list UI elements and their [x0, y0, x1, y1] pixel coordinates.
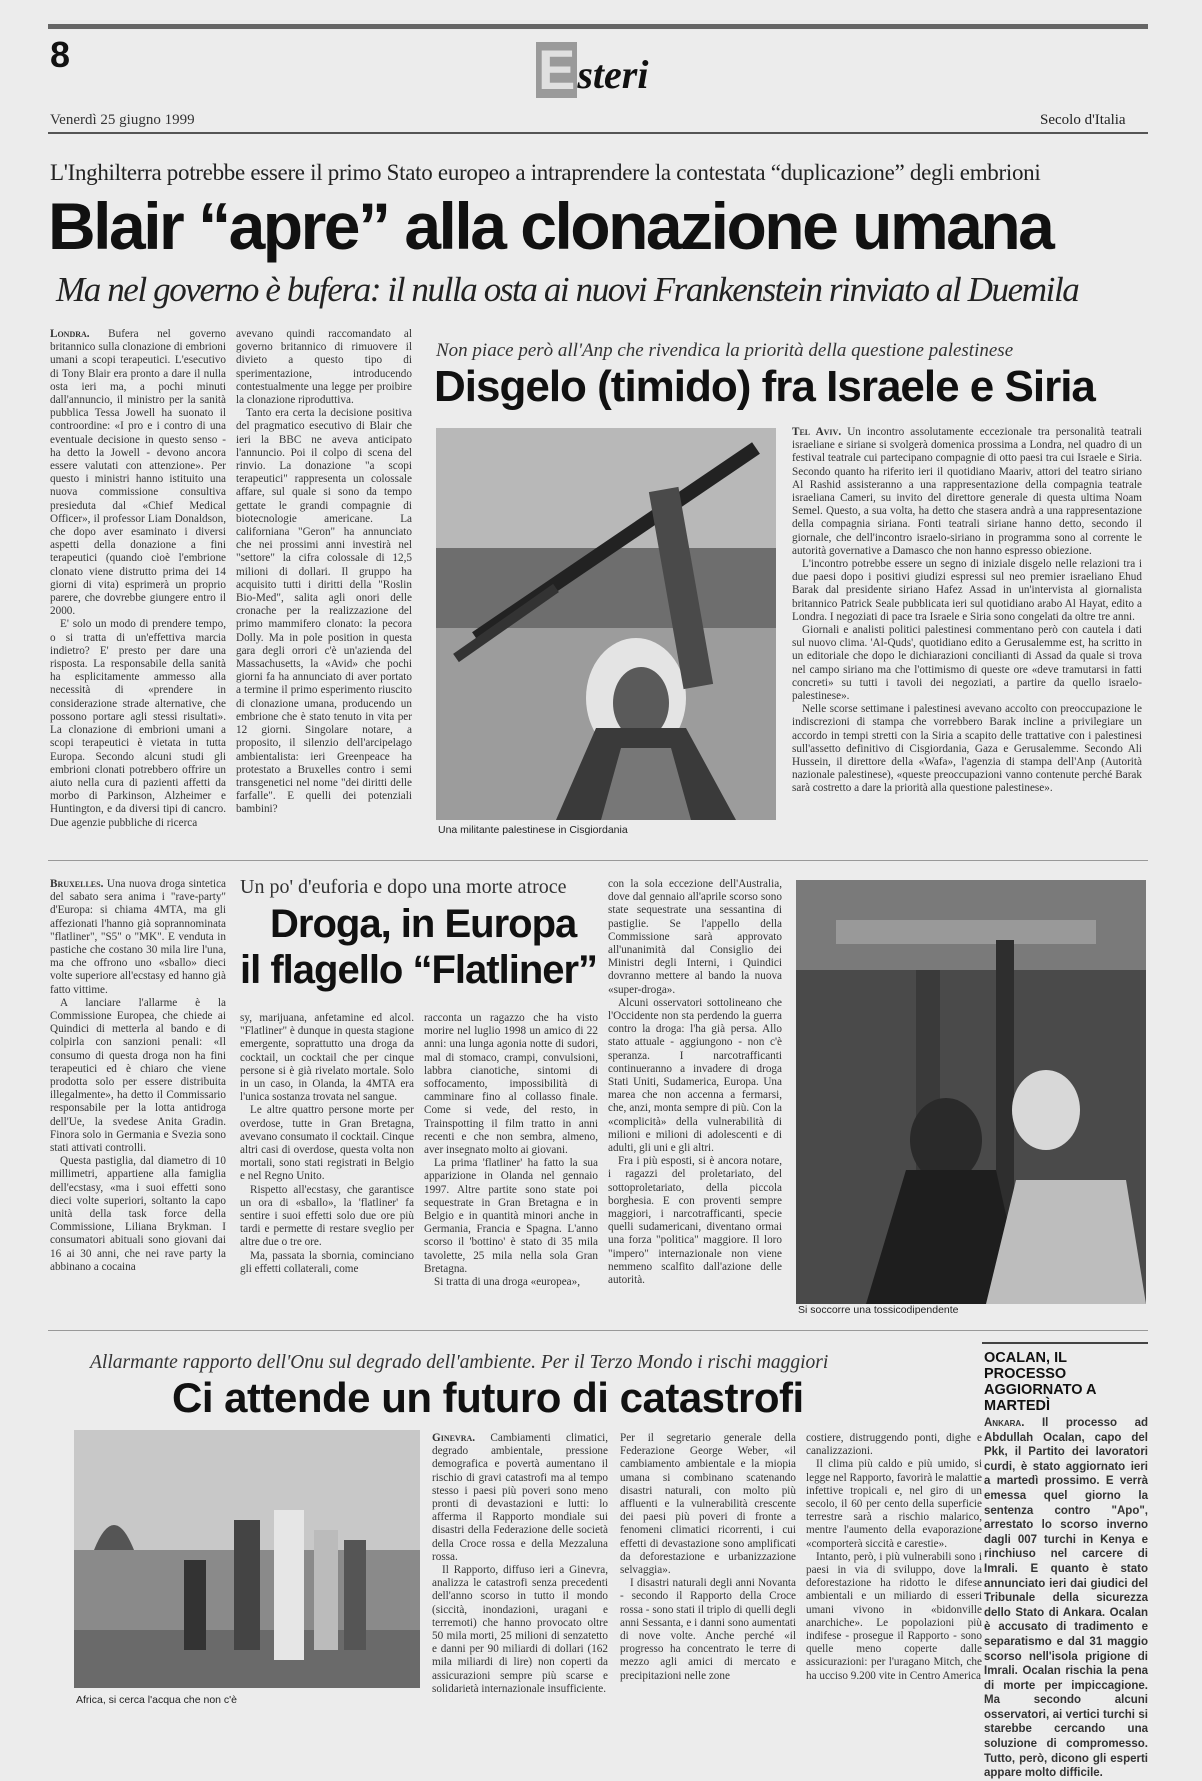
drugs-col1-text: Una nuova droga sintetica del sabato sera anima i "rave-party" d'Europa: si chiama 4MTA, ma gli affezionati l'hanno già soprannominata "flatliner", "S5" o "MK". E venduta in pastiche che costano 30 mila lire l'una, ma che offrono uno «sballo» dieci volte superiore all'ecstasy ed hanno già fatto vittime.	[50, 878, 226, 996]
drugs-col2c-text: Rispetto all'ecstasy, che garantisce un ora di «sballo», la 'flatliner' fa sentire i suoi effetti solo due ore più tardi e permette di restare sveglio per altre due o tre ore.	[240, 1183, 414, 1249]
drugs-col1b-text: A lanciare l'allarme è la Commissione Europea, che chiede ai Quindici di metterla al bando e di colpirla con sanzioni penali: «Il consumo di questa droga non ha fini terapeutici ed è chiaro che viene prodotta solo per essere distribuita illegalmente», ha detto il Commissario responsabile per la lotta antidroga dell'Ue, la svedese Anita Gradin. Finora solo in Germania e Svezia sono stati attivati controlli.	[50, 996, 226, 1155]
photo-illustration-3	[74, 1430, 420, 1688]
palestinian-militant-photo	[436, 428, 776, 820]
env-col3c-text: Intanto, però, i più vulnerabili sono i paesi in via di sviluppo, dove la deforestazione ha ridotto le difese ambientali e un miliardo di esseri umani vivono in «bidonville anarchiche». Le popolazioni più indifese - prosegue il Rapporto - sono quelle meno coperte dalle assicurazioni: per l'uragano Mitch, che ha ucciso 9.200 vite in Centro America	[806, 1550, 982, 1682]
drugs-col-1	[50, 878, 226, 1318]
env-col-3	[806, 1432, 982, 1732]
lead-col-2	[236, 328, 412, 878]
israel-body4-text: Nelle scorse settimane i palestinesi avevano accolto con preoccupazione le indiscrezioni di stampa che vorrebbero Barak incline a privilegiare un accordo in tempi stretti con la Siria a scapito delle trattative con i palestinesi sull'assetto definitivo di Cisgiordania, Gaza e Gerusalemme. Secondo Ali Hussein, il direttore della «Wafa», l'agenzia di stampa dell'Anp (Autorità nazionale palestinese), «queste preoccupazioni vanno contenute perché Barak sarà costretto a dare la priorità alla questione palestinese».	[792, 703, 1142, 795]
drugs-col1c-text: Questa pastiglia, dal diametro di 10 millimetri, appartiene alla famiglia dell'ecstasy, «ma i suoi effetti sono dieci volte superiori, soltanto la capo unità della task force della Commissione, Liliana Brykman. I consumatori abituali sono giovani dai 16 ai 30 anni, che nei rave party la abbinano a cocaina	[50, 1155, 226, 1273]
drugs-col4b-text: Alcuni osservatori sottolineano che l'Occidente non sta perdendo la guerra contro la droga: l'ha già persa. Allo stato attuale - aggiungono - non c'è speranza. I narcotrafficanti continueranno a invadere di droga Stati Uniti, Sudamerica, Europa. Una marea che non accenna a fermarsi, che, anzi, monta sempre di più. Con la «complicità» della vulnerabilità di milioni e milioni di adolescenti e di adulti, gli uni e gli altri.	[608, 996, 782, 1155]
env-col1b-text: Il Rapporto, diffuso ieri a Ginevra, analizza le catastrofi senza precedenti dell'anno scorso in tutto il mondo (siccità, inondazioni, uragani e terremoti) che hanno provocato oltre 50 mila morti, 25 milioni di senzatetto e danni per 90 miliardi di dollari (162 mila miliardi di lire) non coperti da assicurazioni sempre più scarse e solidarietà internazionale insufficiente.	[432, 1564, 608, 1695]
israel-body2-text: L'incontro potrebbe essere un segno di iniziale disgelo nelle relazioni tra i due paesi dopo i positivi giudizi espressi sul neo premier israeliano Ehud Barak dal presidente siriano Hafez Assad in un'intervista al giornalista britannico Patrick Seale pubblicata ieri sul quotidiano arabo Al Hayat, edito a Londra. I negoziati di pace tra Israele e Siria sono congelati da oltre tre anni.	[792, 558, 1142, 623]
env-photo-caption: Africa, si cerca l'acqua che non c'è	[76, 1694, 238, 1706]
lead-col2b-text: Tanto era certa la decisione positiva del pragmatico esecutivo di Blair che ieri la BBC ne aveva anticipato l'annuncio. Poi il colpo di scena del rinvio. La donazione "a scopi terapeutici" rappresenta un colossale affare, sul quale si sono da tempo gettate le grandi compagnie di biotecnologie americane. La californiana "Geron" ha annunciato che nei prossimi anni investirà nel "settore" la cifra colossale di 12,5 milioni di dollari. Il gruppo ha acquisito tutti i diritti della "Roslin Bio-Med", salita agli onori delle cronache per la realizzazione del primo mammifero clonato: la pecora Dolly. Ma in pole position in questa gara degli orrori c'è un'azienda del Massachusetts, la «Avid» che pochi giorni fa ha annunciato di aver portato a termine il primo esperimento riuscito di clonazione umana, producendo un embrione che è stato tenuto in vita per 12 giorni. Singolare notare, a proposito, il silenzio dell'arcipelago ambientalista: ieri Greenpeace ha protestato a Bruxelles contro i semi transgenetici nel nome "dei diritti delle farfalle". E quelli dei potenziali bambini?	[236, 407, 412, 816]
photo-illustration-2	[796, 880, 1146, 1304]
addict-rescue-photo	[796, 880, 1146, 1304]
israel-body	[792, 426, 1142, 846]
lead-col1b-text: E' solo un modo di prendere tempo, o si tratta di un'effettiva marcia indietro? E' presto per dare una risposta. La responsabile della sanità ha esplicitamente ammesso alla necessità di «prendere in considerazione strade alternative, che possono portare agli stessi risultati». La clonazione di embrioni umani a scopi terapeutici è vietata in tutta Europa. Secondo alcuni studi gli embrioni clonati potrebbero offrire un aiuto nella cura di pazienti affetti da morbo di Parkinson, Alzheimer e Huntington, e da diversi tipi di cancro. Due agenzie pubbliche di ricerca	[50, 618, 226, 829]
lower-rule	[48, 1330, 1148, 1331]
israel-body-text: Un incontro assolutamente eccezionale tra personalità teatrali israeliane e siriane si svolgerà domenica prossima a Londra, nel quadro di un festival teatrale cui partecipano compagnie di otto paesi tra cui Israele e Siria. Secondo quanto ha riferito ieri il quotidiano Maariv, attori del teatro siriano Al Rashid assisteranno a una rappresentazione della compagnia teatrale israeliana Cameri, su invito del direttore generale di questa ultima Noam Semel. Questo, a sua volta, ha detto che stasera andrà a una rappresentazione della compagnia siriana. Fonti teatrali siriane hanno detto, secondo il giornale, che dell'incontro israelo-siriano in programma sono al corrente le autorità governative a Damasco che non hanno espresso obiezione.	[792, 426, 1142, 557]
env-col1-text: Cambiamenti climatici, degrado ambientale, pressione demografica e povertà aumentano il rischio di gravi catastrofi ma al tempo stesso i paesi più poveri sono meno pronti di devastazioni e lutti: lo afferma il Rapporto mondiale sui disastri della Federazione delle società della Croce rossa e della Mezzaluna rossa.	[432, 1432, 608, 1563]
lead-headline: Blair “apre” alla clonazione umana	[48, 189, 1053, 263]
israel-body3-text: Giornali e analisti politici palestinesi commentano però con cautela i dati sul nuovo clima. 'Al-Quds', quotidiano edito a Gerusalemme est, ha scritto in un editoriale che dopo le dichiarazioni concilianti di Assad da quale si trova nel campo siriano ma che l'ottimismo di queste ore «deve tramutarsi in fatti concreti» su tutti i tavoli dei negoziati, a partire da quello israelo-palestinese».	[792, 624, 1142, 703]
date-line: Venerdì 25 giugno 1999	[50, 112, 195, 128]
lead-col-1	[50, 328, 226, 878]
page-number: 8	[50, 34, 71, 75]
env-col3b-text: Il clima più caldo e più umido, si legge nel Rapporto, favorirà le malattie infettive tropicali e, nel giro di un secolo, il 60 per cento della superficie terrestre sarà a rischio malarico, mentre l'aumento della evaporazione «comporterà siccità e carestie».	[806, 1458, 982, 1550]
lead-col2-text: avevano quindi raccomandato al governo britannico di rimuovere il divieto a questo tipo di sperimentazione, introducendo contestualmente una legge per proibire la clonazione riproduttiva.	[236, 328, 412, 407]
drugs-col-3	[424, 1012, 598, 1318]
lead-dateline: Londra.	[50, 328, 90, 340]
israel-dateline: Tel Aviv.	[792, 426, 842, 438]
env-col2b-text: I disastri naturali degli anni Novanta - secondo il Rapporto della Croce rossa - sono stati il triplo di quelli degli anni Sessanta, e i danni sono aumentati di nove volte. Anche perché «il progresso ha concentrato le terre di mezzo agli amici di mercato e precipitazioni nelle zone	[620, 1577, 796, 1682]
drugs-col4c-text: Fra i più esposti, si è ancora notare, i ragazzi del proletariato, del sottoproletariato, della piccola borghesia. E con proventi sempre maggiori, i narcotrafficanti, specie quelli sudamericani, diventano ormai una forza "politica" maggiore. Il loro "impero" internazionale non viene nemmeno scalfito dall'azione delle autorità.	[608, 1155, 782, 1287]
env-col3-text: costiere, distruggendo ponti, dighe e canalizzazioni.	[806, 1432, 982, 1458]
ocalan-top-rule	[982, 1342, 1148, 1344]
drugs-headline-2: il flagello “Flatliner”	[240, 948, 598, 992]
israel-photo-caption: Una militante palestinese in Cisgiordania	[438, 824, 628, 836]
israel-headline: Disgelo (timido) fra Israele e Siria	[434, 362, 1095, 411]
drugs-col-4	[608, 878, 782, 1318]
env-col-1	[432, 1432, 608, 1732]
env-col2-text: Per il segretario generale della Federazione George Weber, «il cambiamento ambientale e la miopia umana si combinano scatenando disastri naturali, con molto più affluenti e la vulnerabilità crescente dei paesi più poveri di fronte a fenomeni climatici ricorrenti, i cui effetti di devastazione sono amplificati da deforestazione e urbanizzazione selvaggia».	[620, 1432, 796, 1577]
lead-subhead: Ma nel governo è bufera: il nulla osta ai nuovi Frankenstein rinviato al Duemila	[56, 270, 1079, 309]
drugs-col3b-text: La prima 'flatliner' ha fatto la sua apparizione in Olanda nel gennaio 1997. Altre partite sono state poi sequestrate in Gran Bretagna e in Belgio e in quantità minori anche in Germania, Francia e Spagna. L'anno scorso il 'bottino' è stato di 35 mila tavolette, 25 mila nella sola Gran Bretagna.	[424, 1157, 598, 1275]
photo-illustration	[436, 428, 776, 820]
masthead-rule	[48, 132, 1148, 134]
ocalan-body-text: Il processo ad Abdullah Ocalan, capo del Pkk, il Partito dei lavoratori curdi, è stato aggiornato ieri a martedì prossimo. E verrà emessa quel giorno la sentenza contro "Apo", arrestato lo scorso inverno dagli 007 turchi in Kenya e rinchiuso nel carcere di Imrali. E quanto è stato annunciato ieri dai giudici del Tribunale della sicurezza dello Stato di Ankara. Ocalan è accusato di tradimento e separatismo e dal 31 maggio scorso nell'isola prigione di Imrali. Ocalan rischia la pena di morte per impiccagione. Ma secondo alcuni osservatori, ai vertici turchi si starebbe cercando una soluzione di compromesso. Tutto, però, dicono gli esperti appare molto difficile.	[984, 1417, 1148, 1780]
env-kicker: Allarmante rapporto dell'Onu sul degrado dell'ambiente. Per il Terzo Mondo i rischi maggiori	[90, 1352, 829, 1373]
env-col-2	[620, 1432, 796, 1732]
drugs-col2b-text: Le altre quattro persone morte per overdose, tutte in Gran Bretagna, avevano consumato il cocktail. Cinque altri casi di overdose, questa volta non mortali, sono stati registrati in Belgio e nel Regno Unito.	[240, 1104, 414, 1183]
env-dateline: Ginevra.	[432, 1432, 476, 1444]
section-rest: steri	[577, 52, 649, 97]
ocalan-headline: OCALAN, IL PROCESSO AGGIORNATO A MARTEDÌ	[984, 1350, 1096, 1414]
section-logo	[536, 38, 649, 102]
israel-kicker: Non piace però all'Anp che rivendica la priorità della questione palestinese	[436, 340, 1014, 361]
drugs-col4-text: con la sola eccezione dell'Australia, dove dal gennaio all'aprile scorso sono state sequestrate una sessantina di pastiglie. Se l'appello della Commissione sarà approvato all'unanimità dal Consiglio dei Ministri degli Interni, i Quindici dovranno mettere al bando la nuova «super-droga».	[608, 878, 782, 996]
drugs-col3-text: racconta un ragazzo che ha visto morire nel luglio 1998 un amico di 22 anni: una lunga agonia notte di sudori, mal di stomaco, crampi, convulsioni, labbra cianotiche, sintomi di soffocamento, impossibilità di camminare fino al collasso finale. Come si vede, del resto, in Trainspotting il film tratto in anni recenti e che non sembra, almeno, aver insegnato molto ai giovani.	[424, 1012, 598, 1157]
drugs-kicker: Un po' d'euforia e dopo una morte atroce	[240, 876, 567, 898]
drugs-col2-text: sy, marijuana, anfetamine ed alcol. "Flatliner" è dunque in questa stagione emergente, soprattutto una droga da cocktail, un cocktail che per cinque persone si è già rivelato mortale. Solo in un caso, in Olanda, la 4MTA era l'unica sostanza trovata nel sangue.	[240, 1012, 414, 1104]
lead-col1-text: Bufera nel governo britannico sulla clonazione di embrioni umani a scopi terapeutici. L'esecutivo di Tony Blair era pronto a dare il nulla osta ieri ma, a pochi minuti dall'annuncio, il ministro per la sanità pubblica Tessa Jowell ha suonato il controordine: «I pro e i contro di una eventuale decisione in questo senso - ha detto la Jowell - devono ancora essere valutati con attenzione». Per questo i ministri hanno istituito una nuova commissione consultiva presieduta dal «Chief Medical Officer», il professor Liam Donaldson, che dopo aver esaminato i diversi aspetti della donazione a fini terapeutici (quando cioè l'embrione clonato viene distrutto prima dei 14 giorni di vita) esprimerà un proprio parere, che dovrebbe giungere entro il 2000.	[50, 328, 226, 618]
africa-water-photo	[74, 1430, 420, 1688]
drugs-dateline: Bruxelles.	[50, 878, 104, 890]
paper-name: Secolo d'Italia	[1040, 112, 1126, 128]
drugs-col2d-text: Ma, passata la sbornia, cominciano gli effetti collaterali, come	[240, 1249, 414, 1275]
top-rule	[48, 24, 1148, 29]
drugs-col-2	[240, 1012, 414, 1318]
ocalan-body	[984, 1416, 1148, 1780]
drugs-col3c-text: Si tratta di una droga «europea»,	[434, 1276, 581, 1289]
drugs-photo-caption: Si soccorre una tossicodipendente	[798, 1304, 959, 1316]
section-initial: E	[538, 38, 576, 101]
lead-kicker: L'Inghilterra potrebbe essere il primo Stato europeo a intraprendere la contestata “duplicazione” degli embrioni	[50, 160, 1041, 185]
ocalan-dateline: Ankara.	[984, 1417, 1025, 1429]
drugs-headline-1: Droga, in Europa	[270, 902, 577, 946]
mid-rule	[48, 860, 1148, 861]
env-headline: Ci attende un futuro di catastrofi	[172, 1374, 804, 1421]
